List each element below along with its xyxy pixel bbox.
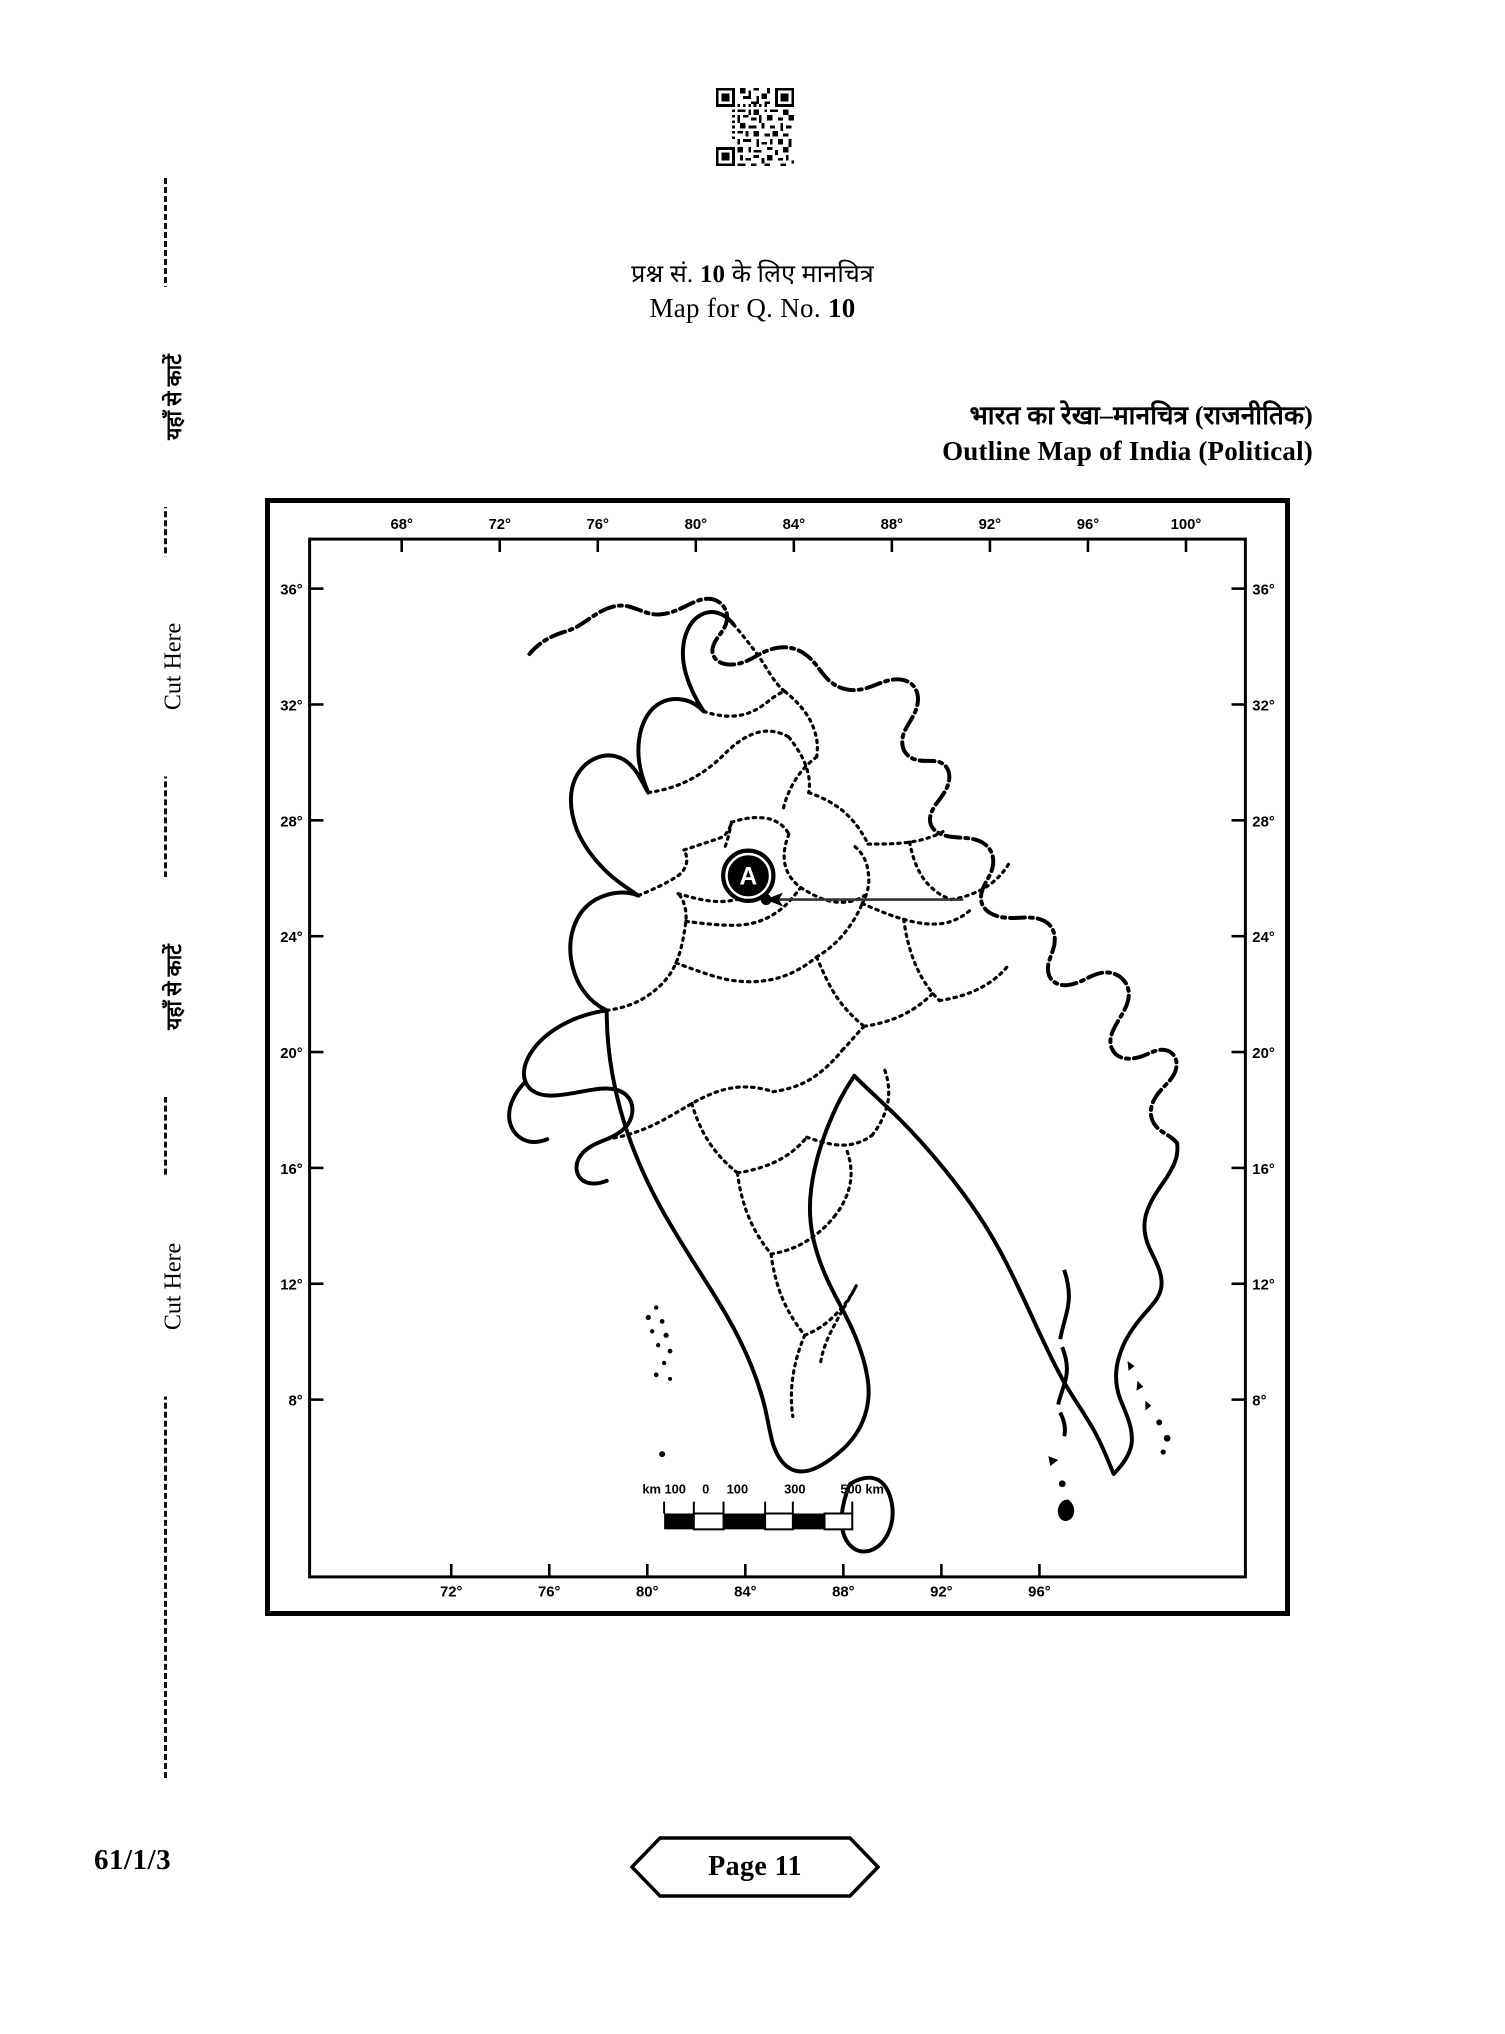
lat-label-right: 36° [1252, 582, 1275, 599]
scale-tick-label: 0 [702, 1481, 710, 1497]
paper-code: 61/1/3 [94, 1844, 172, 1876]
question-heading-hindi [0, 258, 1505, 291]
lon-label-bottom: 88° [832, 1584, 855, 1601]
map-title-block [942, 398, 1313, 470]
map-figure [265, 498, 1290, 1616]
lon-label-top: 72° [488, 517, 511, 534]
page-number-badge [630, 1836, 880, 1898]
question-heading-english-pre: Map for Q. No. [649, 293, 828, 323]
page-number-text: Page 11 [708, 1851, 802, 1882]
lon-label-top: 88° [880, 517, 904, 534]
lat-label-left: 36° [280, 582, 303, 599]
scale-tick-label: 300 [784, 1481, 806, 1497]
lon-label-bottom: 96° [1028, 1584, 1051, 1601]
lat-label-left: 32° [280, 698, 303, 715]
question-heading [0, 258, 1505, 327]
lon-label-top: 68° [390, 517, 413, 534]
lon-label-top: 96° [1076, 517, 1100, 534]
lat-label-left: 24° [280, 930, 303, 947]
lon-label-top: 84° [782, 517, 806, 534]
lon-label-bottom: 72° [439, 1584, 463, 1601]
map-marker-a[interactable] [723, 850, 774, 901]
lat-label-right: 8° [1252, 1393, 1267, 1410]
map-title-english: Outline Map of India (Political) [942, 436, 1313, 467]
map-title-hindi: भारत का रेखा–मानचित्र (राजनीतिक) [969, 401, 1313, 430]
lat-label-left: 8° [288, 1393, 303, 1410]
lon-label-top: 76° [586, 517, 609, 534]
qr-code [716, 88, 794, 166]
question-heading-english-number: 10 [827, 293, 856, 323]
scale-end-label: 500 km [840, 1481, 885, 1497]
lon-label-bottom: 92° [930, 1584, 953, 1601]
india-outline-map [270, 503, 1285, 1611]
cut-here-strip [150, 178, 216, 1778]
lat-label-right: 20° [1252, 1045, 1275, 1062]
question-heading-hindi-pre: प्रश्न सं. [631, 261, 700, 288]
cut-here-label-hindi: यहाँ से काटें [155, 877, 193, 1097]
lat-label-right: 12° [1252, 1277, 1275, 1294]
lon-label-bottom: 76° [538, 1584, 561, 1601]
scale-start-label: km 100 [642, 1481, 686, 1497]
question-heading-english [0, 291, 1505, 327]
lon-label-bottom: 80° [636, 1584, 659, 1601]
lat-label-right: 28° [1252, 814, 1275, 831]
lat-label-left: 20° [280, 1045, 303, 1062]
question-heading-hindi-number: 10 [699, 261, 726, 288]
lon-label-bottom: 84° [734, 1584, 757, 1601]
lat-label-right: 24° [1252, 930, 1275, 947]
map-marker-a-letter: A [739, 863, 758, 891]
lon-label-top: 80° [684, 517, 708, 534]
cut-here-label-english: Cut Here [156, 1177, 193, 1397]
lat-label-right: 16° [1252, 1161, 1275, 1178]
lon-label-top: 92° [978, 517, 1002, 534]
lat-label-left: 28° [280, 814, 303, 831]
cut-here-label-english: Cut Here [156, 557, 193, 777]
scale-tick-label: 100 [726, 1481, 749, 1497]
lat-label-right: 32° [1252, 698, 1275, 715]
question-heading-hindi-post: के लिए मानचित्र [725, 261, 874, 288]
lat-label-left: 12° [280, 1277, 303, 1294]
cut-here-label-hindi: यहाँ से काटें [155, 287, 193, 507]
lon-label-top: 100° [1170, 517, 1202, 534]
lat-label-left: 16° [280, 1161, 303, 1178]
